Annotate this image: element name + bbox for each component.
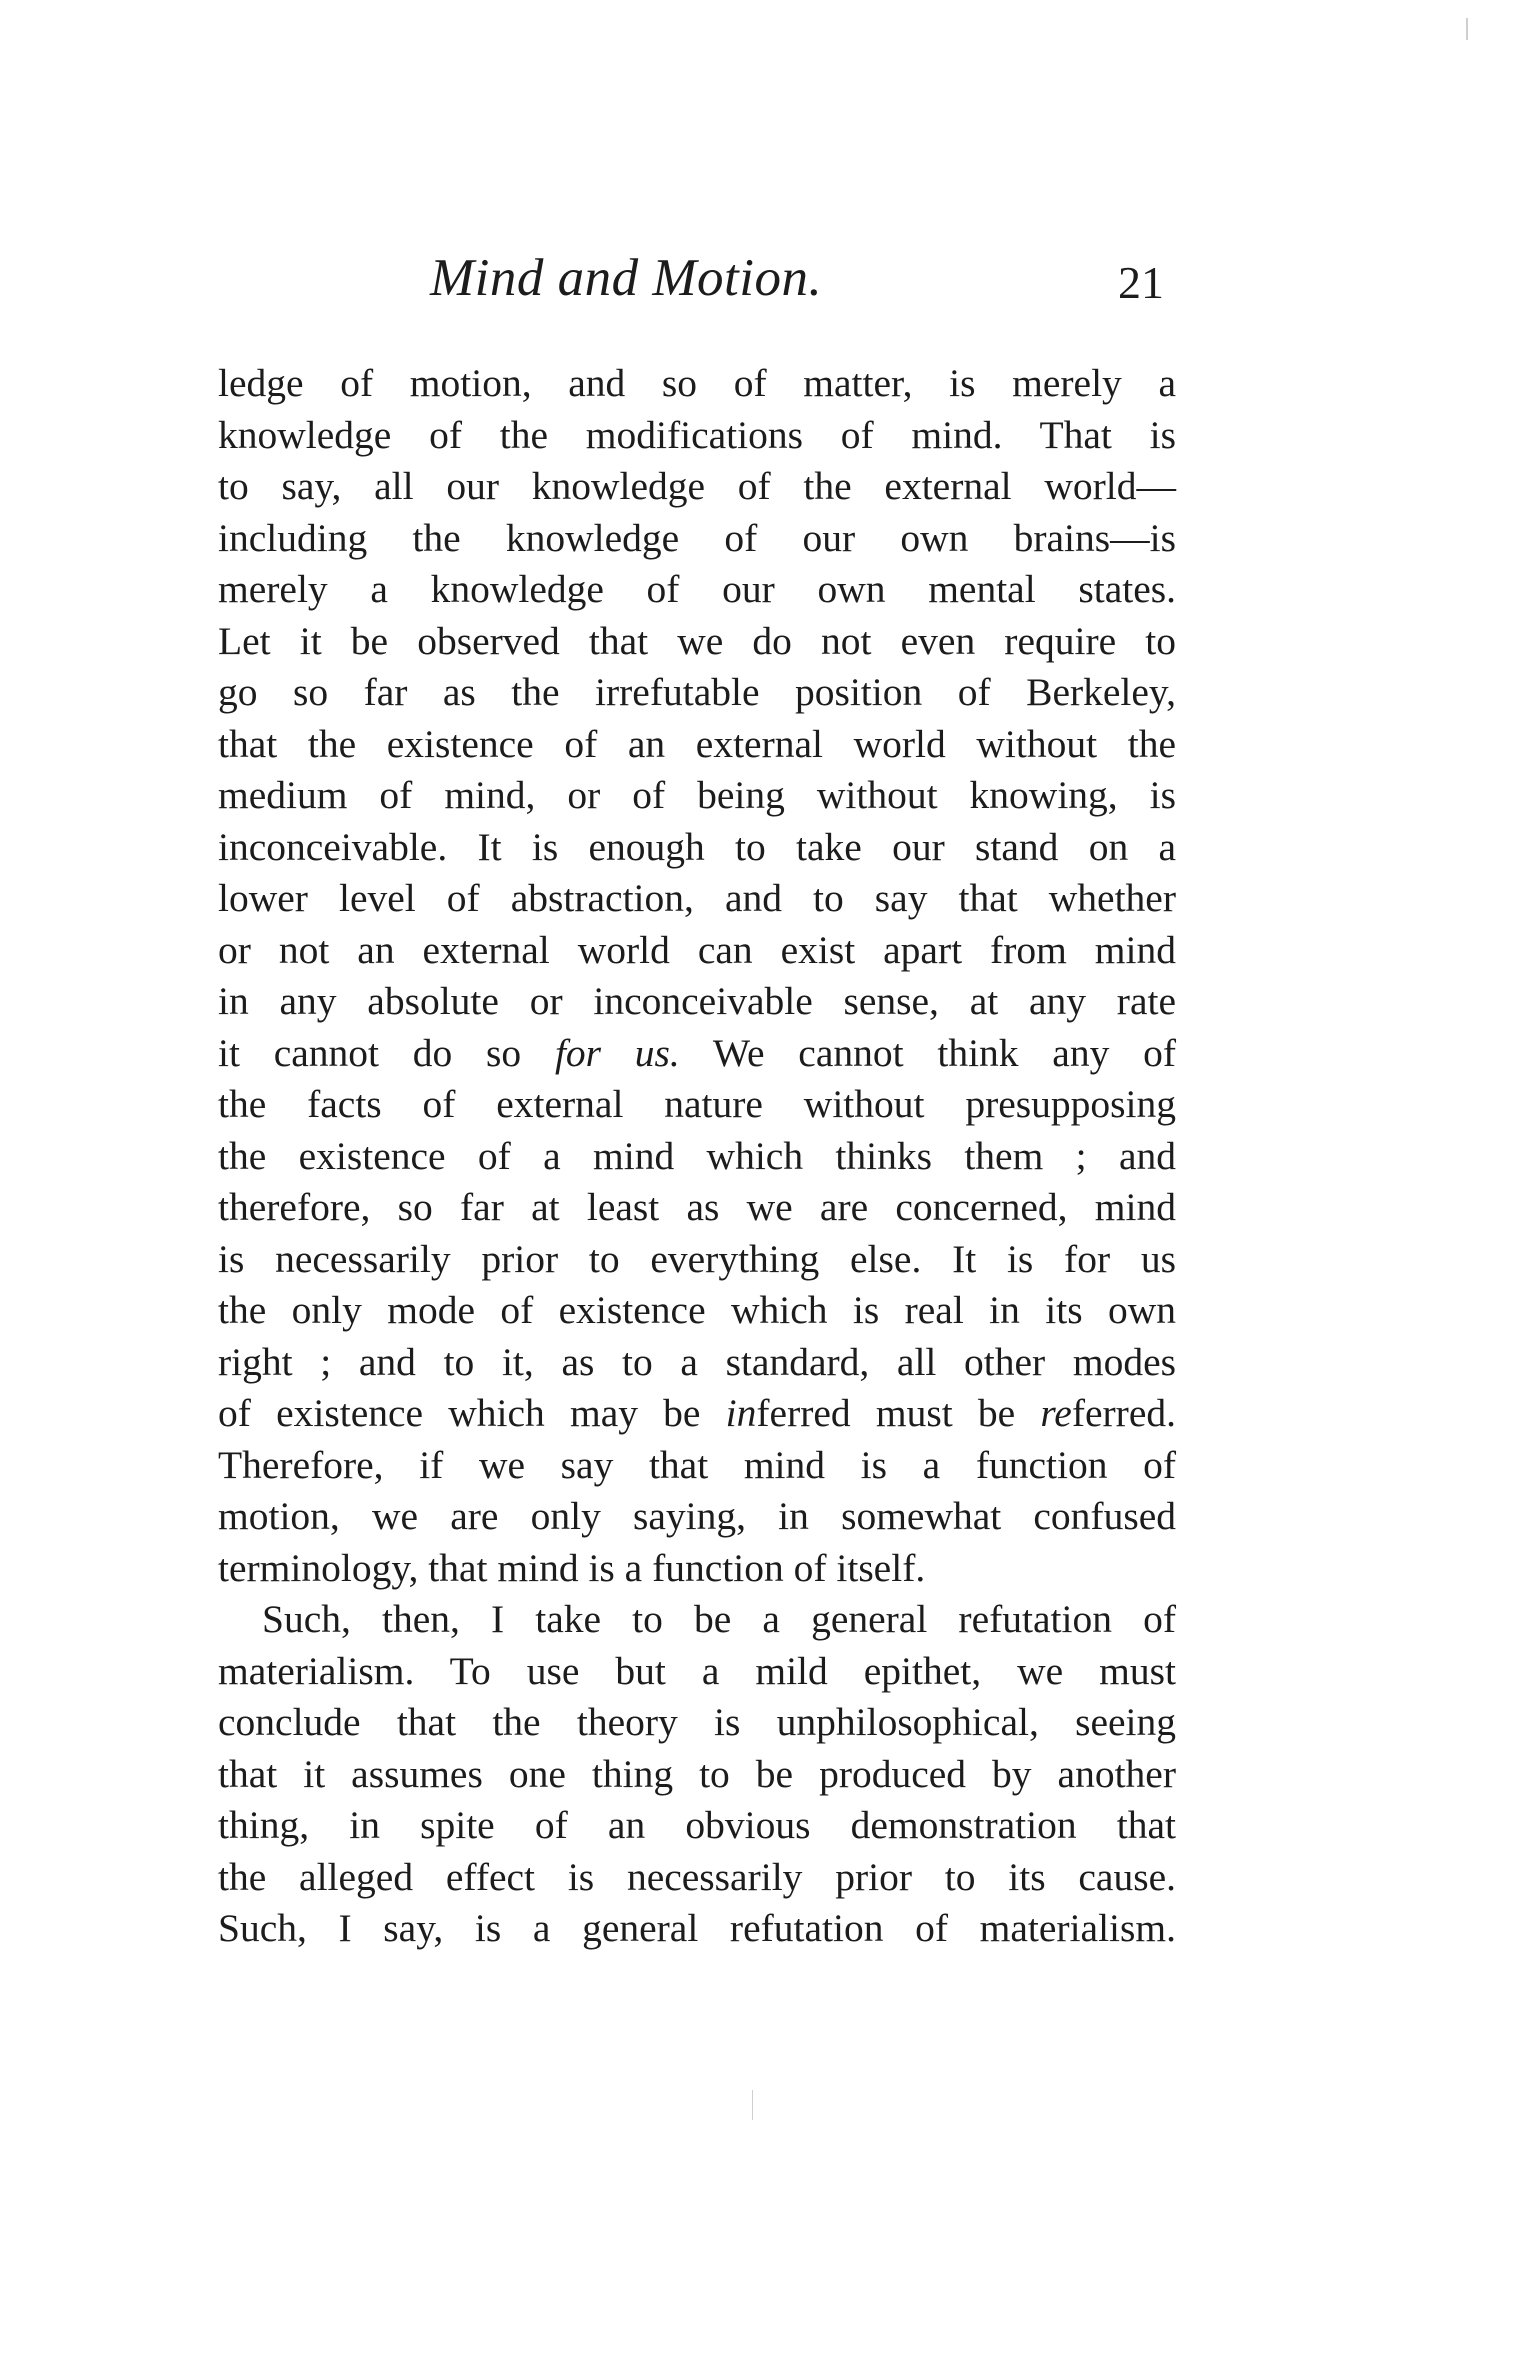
text-line: conclude that the theory is unphilosophical, seeing (218, 1700, 1176, 1744)
text-line: that the existence of an external world without the (218, 721, 1176, 766)
text-line: knowledge of the modifications of mind. That is (218, 412, 1176, 457)
text-line: or not an external world can exist apart from mind (218, 927, 1176, 972)
scan-speck (752, 2090, 753, 2120)
text-line: medium of mind, or of being without knowing, is (218, 773, 1176, 817)
text-line: Such, I say, is a general refutation of materialism. (218, 1906, 1176, 1950)
text-run: ferred. (1071, 1391, 1176, 1435)
text-line: the facts of external nature without presupposing (218, 1082, 1176, 1126)
text-line: right ; and to it, as to a standard, all other modes (218, 1339, 1176, 1384)
text-line: Therefore, if we say that mind is a function of (218, 1442, 1176, 1487)
text-line: thing, in spite of an obvious demonstration that (218, 1803, 1176, 1847)
text-line: the alleged effect is necessarily prior to its cause. (218, 1854, 1176, 1899)
text-run: of existence which may be (218, 1391, 726, 1435)
italic-run: for us. (554, 1030, 680, 1075)
text-run: We cannot think any of (679, 1030, 1177, 1075)
text-line: in any absolute or inconceivable sense, at any rate (218, 979, 1176, 1023)
text-line: to say, all our knowledge of the external world— (218, 464, 1176, 508)
text-line: the only mode of existence which is real in its own (218, 1288, 1176, 1332)
text-line: materialism. To use but a mild epithet, we must (218, 1648, 1176, 1693)
text-line: terminology, that mind is a function of itself. (218, 1545, 926, 1590)
text-line: motion, we are only saying, in somewhat confused (218, 1494, 1176, 1538)
text-line: merely a knowledge of our own mental states. (218, 567, 1176, 611)
text-line: is necessarily prior to everything else. It is for us (218, 1236, 1176, 1281)
text-line: go so far as the irrefutable position of Berkeley, (218, 670, 1176, 714)
paragraph-2 (218, 1594, 1176, 1955)
text-line (218, 1388, 1176, 1440)
text-line: Such, then, I take to be a general refutation of (262, 1597, 1176, 1641)
text-line: therefore, so far at least as we are concerned, mind (218, 1185, 1176, 1229)
italic-run: re (1040, 1391, 1072, 1435)
scan-speck (1466, 18, 1468, 40)
running-title: Mind and Motion. (430, 249, 823, 307)
text-line: ledge of motion, and so of matter, is merely a (218, 361, 1176, 405)
running-head (0, 248, 1540, 318)
text-line: Let it be observed that we do not even require to (218, 618, 1176, 663)
text-line: inconceivable. It is enough to take our stand on a (218, 824, 1176, 869)
paragraph-1 (218, 358, 1176, 1594)
text-run: ferred must be (756, 1391, 1041, 1435)
text-line: that it assumes one thing to be produced by another (218, 1751, 1176, 1796)
page-number: 21 (1118, 257, 1164, 308)
text-line: including the knowledge of our own brains—is (218, 515, 1176, 560)
text-line: lower level of abstraction, and to say that whether (218, 876, 1176, 920)
text-line: the existence of a mind which thinks them ; and (218, 1133, 1176, 1178)
italic-run: in (725, 1391, 757, 1435)
text-line (218, 1028, 1176, 1080)
body-text (218, 358, 1176, 1955)
text-run: it cannot do so (218, 1030, 555, 1075)
